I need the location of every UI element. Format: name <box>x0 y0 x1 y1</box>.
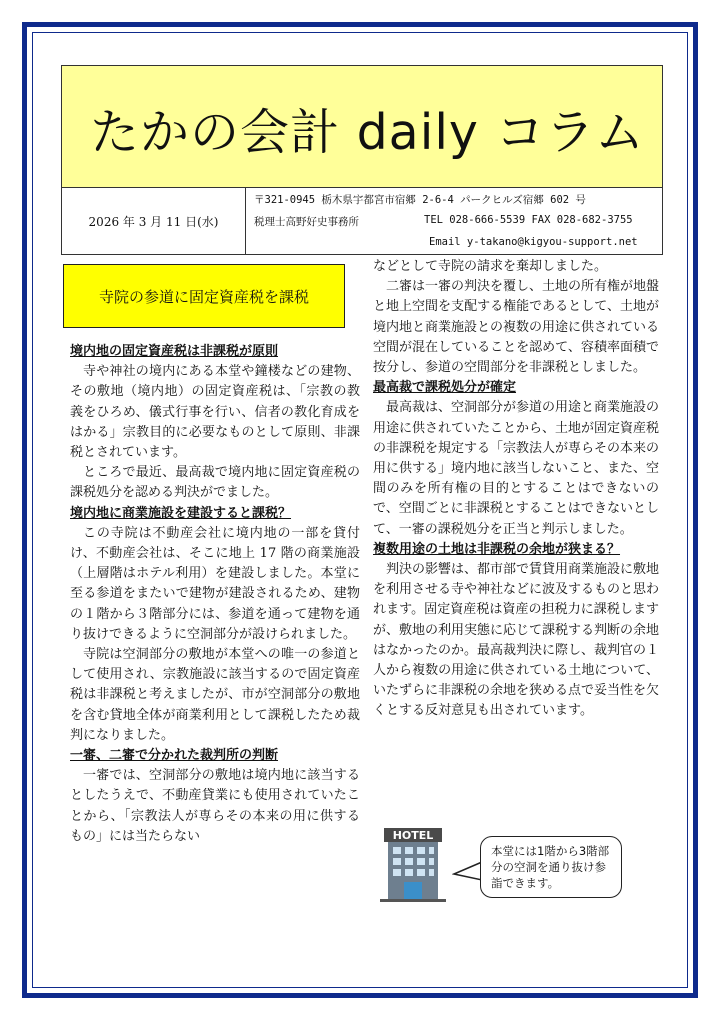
lead-headline: 寺院の参道に固定資産税を課税 <box>63 264 345 328</box>
section-heading: 境内地に商業施設を建設すると課税？ <box>70 505 292 521</box>
office-phone-fax: TEL 028-666-5539 FAX 028-682-3755 <box>424 214 633 226</box>
left-column <box>70 342 360 847</box>
section-heading: 最高裁で課税処分が確定 <box>373 380 517 396</box>
paragraph: 一審では、空洞部分の敷地は境内地に該当するとしたうえで、不動産貸業にも使用されていたことから、「宗教法人が専らその本来の用に供するもの」には当たらない <box>70 768 360 844</box>
speech-bubble: 本堂には1階から3階部分の空洞を通り抜け参詣できます。 <box>480 836 622 898</box>
office-name: 税理士高野好史事務所 <box>254 216 359 228</box>
paragraph: 判決の影響は、都市部で賃貸用商業施設に敷地を利用させる寺や神社などに波及するものと思われます。固定資産税は資産の担税力に課税しますが、敷地の利用実態に応じて課税する判断の余地はなかったのか。最高裁判決に際し、裁判官の１人から複数の用途に供されている土地について、いたずらに非課税の余地を狭める点で妥当性を欠くとする反対意見も出されています。 <box>373 562 660 719</box>
office-address: 〒321-0945 栃木県宇都宮市宿郷 2-6-4 パークヒルズ宿郷 602 号 <box>254 194 586 206</box>
paragraph: 二審は一審の判決を覆し、土地の所有権が地盤と地上空間を支配する権能であるとして、土地が境内地と商業施設との複数の用途に供されている空間が混在していることを認めて、容積率面積で按分し、参道の空間部分を非課税としました。 <box>373 279 660 376</box>
page-title: たかの会計 daily コラム <box>90 104 646 161</box>
office-email: Email y-takano@kigyou-support.net <box>429 236 638 248</box>
paragraph: ところで最近、最高裁で境内地に固定資産税の課税処分を認める判決がでました。 <box>70 465 360 501</box>
section-heading: 一審、二審で分かれた裁判所の判断 <box>70 748 279 764</box>
section-heading: 複数用途の土地は非課税の余地が狭まる？ <box>373 541 621 557</box>
title-banner <box>62 66 662 188</box>
masthead <box>61 65 663 255</box>
office-info <box>254 192 662 252</box>
paragraph-continued: などとして寺院の請求を棄却しました。 <box>373 259 608 274</box>
hotel-building-icon <box>378 826 448 902</box>
hotel-entrance <box>404 882 422 900</box>
paragraph: 最高裁は、空洞部分が参道の用途と商業施設の用途に供されていたことから、土地が固定資産税の非課税を規定する「宗教法人が専らその本来の用に供する」境内地に該当しないこと、また、空間のみを所有権の目的とすることはできないので、空間ごとに非課税とすることはできないとして、一審の課税処分を正当と判示しました。 <box>373 400 660 537</box>
hotel-sign-text: HOTEL <box>392 829 434 842</box>
paragraph: 寺や神社の境内にある本堂や鐘楼などの建物、その敷地（境内地）の固定資産税は、「宗教の教義をひろめ、儀式行事を行い、信者の教化育成をはかる」宗教目的に必要なものとして原則、非課税とされています。 <box>70 364 360 461</box>
paragraph: 寺院は空洞部分の敷地が本堂への唯一の参道として使用され、宗教施設に該当するので固定資産税は非課税と考えましたが、市が空洞部分の敷地を含む貸地全体が商業利用として課税したため裁判になりました。 <box>70 647 360 743</box>
issue-date: 2026 年 3 月 11 日(水) <box>62 188 246 254</box>
right-column <box>373 257 659 722</box>
section-heading: 境内地の固定資産税は非課税が原則 <box>70 344 279 359</box>
paragraph: この寺院は不動産会社に境内地の一部を貸付け、不動産会社は、そこに地上 17 階の商業施設（上層階はホテル利用）を建設しました。本堂に至る参道をまたいで建物が建設されるため、建物の１階から３階部分には、参道を通って建物を通り抜けできるように空洞部分が設けられました。 <box>70 525 360 642</box>
